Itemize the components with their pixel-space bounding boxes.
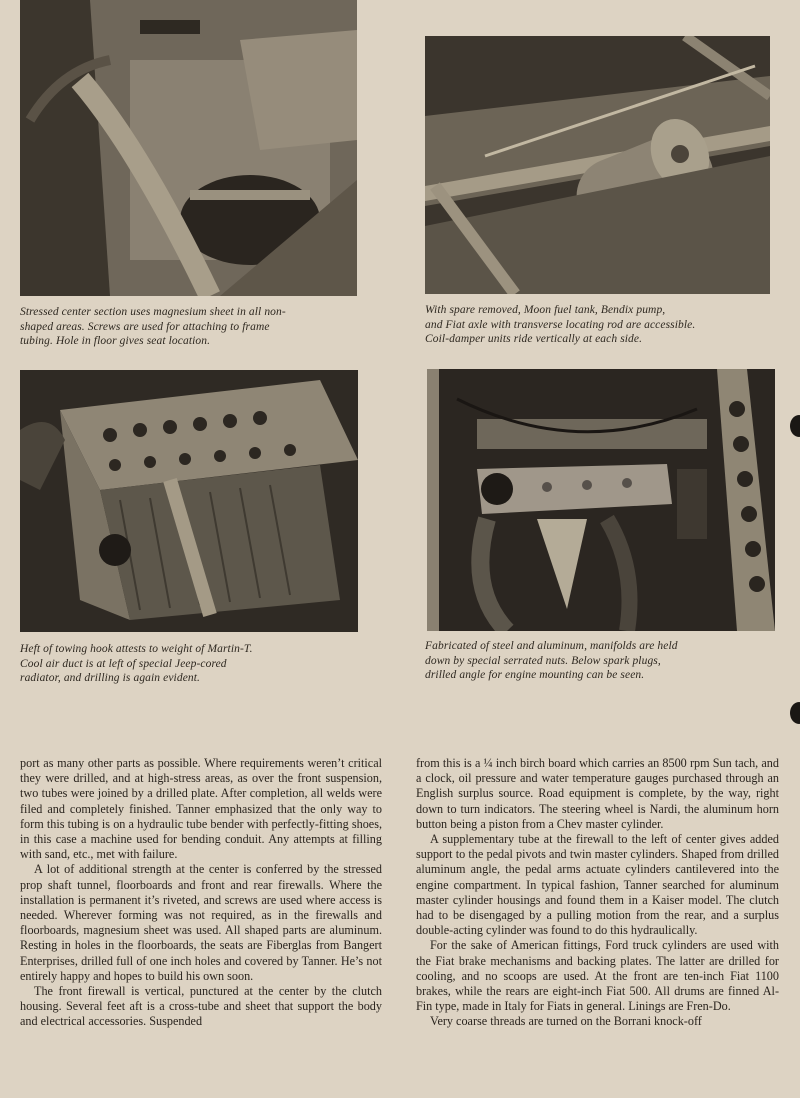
caption-line: shaped areas. Screws are used for attaching to frame [20, 320, 270, 333]
article-paragraph: For the sake of American fittings, Ford truck cylinders are used with the Fiat brake mechanisms and backing plates. The latter are drilled for cooling, and no scoops are used. At the front are ten-inch Fiat 1100 brakes, while the rears are eight-inch Fiat 500. All drums are finned Al-Fin type, made in Italy for Fiats in general. Linings are Fren-Do. [416, 938, 779, 1014]
article-paragraph: A supplementary tube at the firewall to the left of center gives added support to the pedal pivots and twin master cylinders. Shaped from drilled aluminum angle, the pedal arms actuate cylinders cantilevered into the engine compartment. In typical fashion, Tanner searched for aluminum master cylinder housings and found them in a Kaiser model. The clutch had to be disengaged by a pulling motion from the rear, and a surplus double-acting cylinder was found to do this hydraulically. [416, 832, 779, 938]
caption-line: Fabricated of steel and aluminum, manifolds are held [425, 640, 678, 652]
caption-center-section [20, 305, 360, 349]
photo-engine [427, 369, 775, 631]
caption-line: and Fiat axle with transverse locating rod are accessible. [425, 318, 696, 331]
caption-line: Stressed center section uses magnesium sheet in all non- [20, 306, 286, 318]
article-paragraph: The front firewall is vertical, punctured at the center by the clutch housing. Several feet aft is a cross-tube and sheet that support the body and electrical accessories. Suspended [20, 984, 382, 1029]
caption-line: tubing. Hole in floor gives seat location. [20, 335, 211, 347]
caption-radiator [20, 642, 360, 686]
photo-center-section-image [20, 0, 357, 296]
caption-fuel-tank [425, 303, 775, 347]
photo-engine-image [427, 369, 775, 631]
binder-hole [790, 415, 800, 437]
caption-line: Coil-damper units ride vertically at each side. [425, 333, 643, 345]
caption-line: drilled angle for engine mounting can be seen. [425, 669, 645, 681]
article-paragraph: Very coarse threads are turned on the Borrani knock-off [430, 1014, 702, 1029]
binder-hole [790, 702, 800, 724]
article-right-column [416, 756, 779, 1030]
photo-fuel-tank-image [425, 36, 770, 294]
caption-line: Heft of towing hook attests to weight of Martin-T. [20, 643, 253, 655]
caption-engine [425, 639, 775, 683]
article-left-column [20, 756, 382, 1030]
caption-line: radiator, and drilling is again evident. [20, 672, 201, 684]
caption-line: With spare removed, Moon fuel tank, Bendix pump, [425, 304, 666, 316]
caption-line: Cool air duct is at left of special Jeep-cored [20, 657, 227, 670]
article-paragraph: from this is a ¼ inch birch board which carries an 8500 rpm Sun tach, and a clock, oil pressure and water temperature gauges purchased through an English surplus source. Road equipment is complete, by the way, right down to turn indicators. The steering wheel is Nardi, the aluminum horn button being a piston from a Chev master cylinder. [416, 756, 779, 831]
photo-center-section [20, 0, 357, 296]
article-paragraph: A lot of additional strength at the center is conferred by the stressed prop shaft tunnel, floorboards and front and rear firewalls. Where the installation is permanent it’s riveted, and screws are used where access is needed. Wherever forming was not required, as in the firewalls and floorboards, magnesium sheet was used. All shaped parts are aluminum. Resting in holes in the floorboards, the seats are Fiberglas from Bangert Enterprises, drilled full of one inch holes and covered by Tanner. He’s not entirely happy and hopes to build his own soon. [20, 862, 382, 983]
photo-radiator-image [20, 370, 358, 632]
article-paragraph: port as many other parts as possible. Where requirements weren’t critical they were drilled, and at high-stress areas, as over the front suspension, two tubes were joined by a drilled plate. After completion, all welds were filed and completely finished. Tanner emphasized that the only way to form this tubing is on a hydraulic tube bender with perfectly-fitting shoes, in this case a machine used for bending conduit. Any attempts at filling with sand, etc., met with failure. [20, 756, 382, 862]
photo-radiator [20, 370, 358, 632]
caption-line: down by special serrated nuts. Below spark plugs, [425, 654, 661, 667]
photo-fuel-tank [425, 36, 770, 294]
